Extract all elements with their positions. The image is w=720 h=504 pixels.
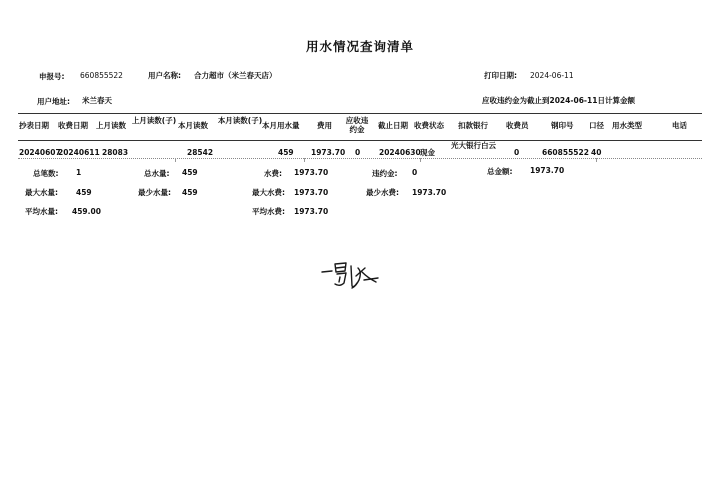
cell-last-reading: 28083 bbox=[102, 148, 129, 157]
avg-fee-label: 平均水费: bbox=[252, 207, 285, 216]
cell-fee: 1973.70 bbox=[311, 148, 346, 157]
col-fee: 费用 bbox=[317, 121, 332, 130]
max-water-value: 459 bbox=[76, 188, 92, 197]
max-fee-label: 最大水费: bbox=[252, 188, 285, 197]
total-water-value: 459 bbox=[182, 168, 198, 177]
min-water-value: 459 bbox=[182, 188, 198, 197]
total-amount-value: 1973.70 bbox=[530, 166, 565, 175]
col-status: 收费状态 bbox=[414, 121, 444, 130]
col-this-reading-sub: 本月读数(子) bbox=[217, 116, 263, 125]
cell-read-date: 20240607 bbox=[19, 148, 61, 157]
row-tick bbox=[596, 158, 597, 162]
cell-usage: 459 bbox=[278, 148, 294, 157]
cell-seal-no: 660855522 bbox=[542, 148, 589, 157]
water-fee-value: 1973.70 bbox=[294, 168, 329, 177]
row-tick bbox=[420, 158, 421, 162]
col-caliber: 口径 bbox=[589, 121, 604, 130]
col-collector: 收费员 bbox=[506, 121, 529, 130]
total-amount-label: 总金额: bbox=[487, 167, 513, 176]
col-penalty: 应收违约金 bbox=[345, 116, 369, 134]
col-pay-date: 收费日期 bbox=[58, 121, 88, 130]
col-seal-no: 钢印号 bbox=[551, 121, 574, 130]
max-fee-value: 1973.70 bbox=[294, 188, 329, 197]
cell-collector: 0 bbox=[514, 148, 520, 157]
address-label: 用户地址: bbox=[37, 97, 70, 106]
min-water-label: 最少水量: bbox=[138, 188, 171, 197]
cell-bank: 光大银行白云 bbox=[451, 141, 496, 150]
col-read-date: 抄表日期 bbox=[19, 121, 49, 130]
col-this-reading: 本月读数 bbox=[178, 121, 208, 130]
penalty-label: 违约金: bbox=[372, 169, 398, 178]
min-fee-label: 最少水费: bbox=[366, 188, 399, 197]
col-phone: 电话 bbox=[672, 121, 687, 130]
cell-this-reading: 28542 bbox=[187, 148, 214, 157]
row-separator bbox=[18, 158, 702, 159]
total-water-label: 总水量: bbox=[144, 169, 170, 178]
col-last-reading-sub: 上月读数(子) bbox=[131, 116, 177, 125]
meter-no-value: 660855522 bbox=[80, 71, 123, 80]
print-date-label: 打印日期: bbox=[484, 71, 517, 80]
total-count-value: 1 bbox=[76, 168, 82, 177]
col-water-type: 用水类型 bbox=[612, 121, 642, 130]
document-title: 用水情况查询清单 bbox=[305, 39, 414, 54]
penalty-notice: 应收违约金为截止到2024-06-11日计算金额 bbox=[482, 96, 635, 105]
user-name-label: 用户名称: bbox=[148, 71, 181, 80]
avg-fee-value: 1973.70 bbox=[294, 207, 329, 216]
avg-water-value: 459.00 bbox=[72, 207, 101, 216]
address-value: 米兰春天 bbox=[82, 96, 112, 105]
cell-caliber: 40 bbox=[591, 148, 602, 157]
col-bank: 扣款银行 bbox=[458, 121, 488, 130]
cell-status: 现金 bbox=[420, 148, 435, 157]
cell-penalty: 0 bbox=[355, 148, 361, 157]
print-date-value: 2024-06-11 bbox=[530, 71, 574, 80]
meter-no-label: 申报号: bbox=[39, 72, 65, 81]
total-count-label: 总笔数: bbox=[33, 169, 59, 178]
table-top-rule bbox=[18, 113, 702, 114]
cell-pay-date: 20240611 bbox=[58, 148, 100, 157]
avg-water-label: 平均水量: bbox=[25, 207, 58, 216]
col-usage: 本月用水量 bbox=[262, 121, 300, 130]
row-tick bbox=[304, 158, 305, 162]
row-tick bbox=[175, 158, 176, 162]
table-header-rule bbox=[18, 140, 702, 141]
handwritten-signature bbox=[318, 258, 388, 292]
penalty-value: 0 bbox=[412, 168, 418, 177]
col-last-reading: 上月读数 bbox=[96, 121, 126, 130]
min-fee-value: 1973.70 bbox=[412, 188, 447, 197]
cell-due-date: 20240630 bbox=[379, 148, 421, 157]
max-water-label: 最大水量: bbox=[25, 188, 58, 197]
col-due-date: 截止日期 bbox=[378, 121, 408, 130]
user-name-value: 合力超市（米兰春天店） bbox=[194, 71, 277, 80]
water-fee-label: 水费: bbox=[264, 169, 282, 178]
